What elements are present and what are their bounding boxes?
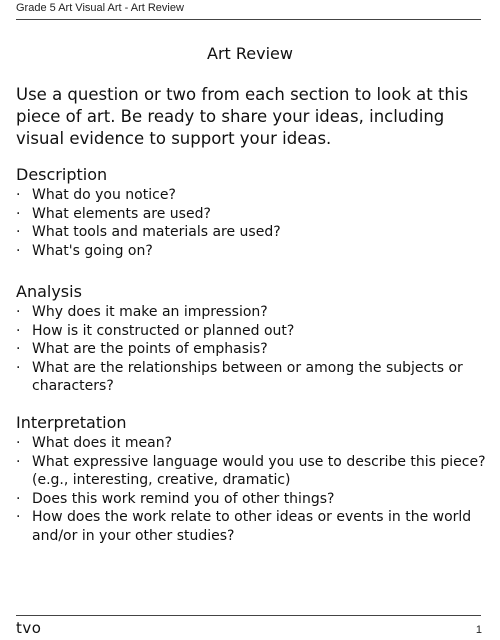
bullet-icon: · xyxy=(16,490,21,507)
list-item-text: Does this work remind you of other things? xyxy=(32,490,335,507)
bullet-icon: · xyxy=(16,341,21,358)
tvo-logo: tvo xyxy=(16,619,42,637)
section-heading-description: Description xyxy=(16,165,108,184)
list-item-text: What's going on? xyxy=(32,242,153,259)
bullet-icon: · xyxy=(16,359,21,376)
list-item-text: What are the points of emphasis? xyxy=(32,341,268,358)
list-item xyxy=(16,223,486,242)
list-item xyxy=(16,205,486,224)
analysis-list xyxy=(16,303,486,396)
page-title: Art Review xyxy=(207,44,293,63)
list-item xyxy=(16,508,486,545)
section-description xyxy=(16,165,486,260)
page-number: 1 xyxy=(475,624,482,636)
bullet-icon: · xyxy=(16,453,21,470)
list-item-text: Why does it make an impression? xyxy=(32,304,268,320)
list-item-text: What elements are used? xyxy=(32,205,211,222)
bullet-icon: · xyxy=(16,304,21,320)
list-item xyxy=(16,434,486,453)
intro-paragraph: Use a question or two from each section to look at this piece of art. Be ready to share your ideas, including visual evidence to support your ideas. xyxy=(16,85,469,148)
list-item xyxy=(16,242,486,261)
bullet-icon: · xyxy=(16,322,21,339)
section-heading-analysis: Analysis xyxy=(16,282,82,301)
description-list xyxy=(16,186,486,260)
list-item xyxy=(16,453,486,490)
list-item-text: What expressive language would you use to describe this piece? (e.g., interesting, creative, dramatic) xyxy=(32,453,486,489)
section-analysis xyxy=(16,282,486,396)
bullet-icon: · xyxy=(16,205,21,222)
list-item xyxy=(16,340,486,359)
bullet-icon: · xyxy=(16,435,21,451)
document-header: Grade 5 Art Visual Art - Art Review xyxy=(16,2,184,14)
list-item-text: What tools and materials are used? xyxy=(32,224,281,241)
list-item xyxy=(16,490,486,509)
list-item xyxy=(16,186,486,205)
list-item-text: What do you notice? xyxy=(32,187,176,203)
section-heading-interpretation: Interpretation xyxy=(16,413,127,432)
bullet-icon: · xyxy=(16,187,21,203)
list-item xyxy=(16,359,486,396)
header-divider xyxy=(16,19,481,20)
bullet-icon: · xyxy=(16,242,21,259)
bullet-icon: · xyxy=(16,509,21,526)
bullet-icon: · xyxy=(16,224,21,241)
list-item-text: How is it constructed or planned out? xyxy=(32,322,295,339)
list-item-text: How does the work relate to other ideas or events in the world and/or in your other studies? xyxy=(32,509,472,544)
list-item-text: What does it mean? xyxy=(32,435,173,451)
list-item xyxy=(16,322,486,341)
list-item xyxy=(16,303,486,322)
interpretation-list xyxy=(16,434,486,546)
list-item-text: What are the relationships between or among the subjects or characters? xyxy=(32,359,463,395)
footer-divider xyxy=(16,615,481,616)
section-interpretation xyxy=(16,413,486,546)
